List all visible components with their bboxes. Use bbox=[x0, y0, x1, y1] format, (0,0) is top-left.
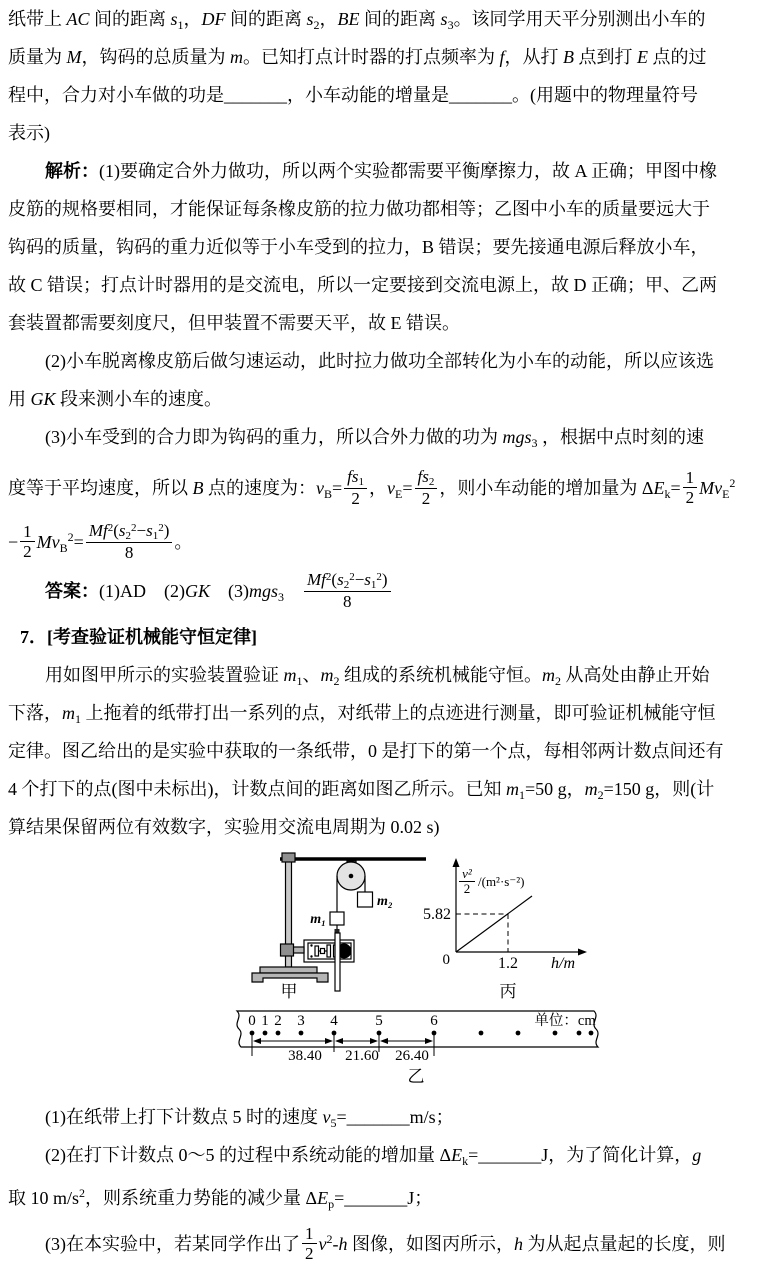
graph-origin-label: 0 bbox=[442, 952, 450, 968]
pole-top-clamp bbox=[282, 853, 295, 862]
timer-screw-top bbox=[310, 944, 312, 946]
mass-m2-label: m₂ bbox=[377, 894, 393, 909]
tape-point-label-0: 0 bbox=[248, 1013, 256, 1029]
text-line: 用 GK 段来测小车的速度。 bbox=[8, 389, 223, 409]
figure-apparatus-and-graph bbox=[8, 850, 782, 1000]
graph-caption: 丙 bbox=[499, 982, 517, 1000]
pole-clamp bbox=[281, 944, 294, 956]
graph-y-axis-label-denominator: 2 bbox=[463, 881, 471, 896]
apparatus-caption: 甲 bbox=[280, 982, 298, 1000]
text-line: 程中，合力对小车做的功是_______，小车动能的增量是_______。(用题中的物理量符号 bbox=[8, 85, 698, 105]
graph-y-value-label: 5.82 bbox=[423, 906, 451, 923]
tape-distance-5-6: 26.40 bbox=[395, 1048, 429, 1064]
stand-base bbox=[252, 973, 328, 982]
text-line: 下落，$m_1$ 上拖着的纸带打出一系列的点，对纸带上的点迹进行测量，即可验证机械能守恒 bbox=[8, 703, 716, 726]
tape-point-label-6: 6 bbox=[430, 1013, 438, 1029]
text-line: 答案：(1)AD (2)GK (3)mgs$_3$ $\frac{Mf^2(s2^2-s1^2)}{8}$ bbox=[8, 564, 774, 618]
text-line: (3)在本实验中，若某同学作出了 $\frac{1}{2}$ $v^2-h$ 图像，如图丙所示，h 为从起点量起的长度，则 bbox=[45, 1223, 726, 1264]
paper-tape-strip bbox=[335, 933, 340, 991]
pulley-axle bbox=[349, 874, 354, 879]
text-line: (2)在打下计数点 0～5 的过程中系统动能的增加量 $\Delta E_k=\_\_\_\_\_\_\_J$，为了简化计算，g bbox=[45, 1145, 702, 1168]
timer-mechanism-bracket bbox=[315, 946, 319, 956]
graph-y-axis-label-numerator: v² bbox=[462, 866, 472, 881]
text-line: 表示) bbox=[8, 123, 50, 143]
graph-x-value-label: 1.2 bbox=[498, 955, 518, 972]
graph-x-arrow bbox=[578, 949, 587, 956]
figure-tape bbox=[8, 1006, 782, 1098]
graph-diagram bbox=[423, 858, 587, 1000]
text-line: (2)小车脱离橡皮筋后做匀速运动，此时拉力做功全部转化为小车的动能，所以应该选 bbox=[45, 351, 714, 371]
text-line: 定律。图乙给出的是实验中获取的一条纸带，0 是打下的第一个点，每相邻两计数点间还有 bbox=[8, 741, 724, 761]
tape-point-label-3: 3 bbox=[297, 1013, 305, 1029]
tape-point-label-2: 2 bbox=[274, 1013, 282, 1029]
mass-m1-box bbox=[330, 912, 344, 925]
timer-spool-left bbox=[327, 945, 331, 957]
text-line: 算结果保留两位有效数字，实验用交流电周期为 0.02 s) bbox=[8, 817, 440, 837]
graph-y-axis-label-unit: /(m²·s⁻²) bbox=[478, 874, 525, 889]
tape-distance-0-4: 38.40 bbox=[288, 1048, 322, 1064]
apparatus-diagram bbox=[252, 853, 426, 1000]
tape-unit-label: 单位：cm bbox=[534, 1013, 596, 1029]
graph-line bbox=[456, 896, 532, 952]
text-line: 套装置都需要刻度尺，但甲装置不需要天平，故 E 错误。 bbox=[8, 313, 460, 333]
text-line: 故 C 错误；打点计时器用的是交流电，所以一定要接到交流电源上，故 D 正确；甲、乙两 bbox=[8, 275, 718, 295]
text-line: 4 个打下的点(图中未标出)，计数点间的距离如图乙所示。已知 $m_1=50$ g，$m_2=150$ g，则(计 bbox=[8, 779, 715, 802]
tape-point-label-5: 5 bbox=[375, 1013, 383, 1029]
text-line: 质量为 M，钩码的总质量为 m。已知打点计时器的打点频率为 f，从打 B 点到打 E 点的过 bbox=[8, 47, 707, 67]
tape-caption: 乙 bbox=[407, 1067, 425, 1086]
text-line: − $\frac{1}{2}$ $Mv_B^2=$ $\frac{Mf^2(s2^2-s1^2)}{8}$ 。 bbox=[8, 520, 193, 563]
text-line: 解析：(1)要确定合外力做功，所以两个实验都需要平衡摩擦力，故 A 正确；甲图中橡 bbox=[45, 161, 717, 181]
timer-screw-bottom bbox=[310, 955, 312, 957]
text-block-bottom bbox=[8, 1098, 774, 1266]
text-line: 皮筋的规格要相同，才能保证每条橡皮筋的拉力做功都相等；乙图中小车的质量要远大于 bbox=[8, 199, 710, 219]
tape-distance-4-5: 21.60 bbox=[345, 1048, 379, 1064]
text-line: 纸带上 AC 间的距离 $s_1$，DF 间的距离 $s_2$，BE 间的距离 $s_3$。该同学用天平分别测出小车的 bbox=[8, 9, 706, 32]
text-line: 取 10 $m/s^2$，则系统重力势能的减少量 $\Delta E_p=\_\_\_\_\_\_\_J$； bbox=[8, 1186, 433, 1211]
text-line: 用如图甲所示的实验装置验证 $m_1$、$m_2$ 组成的系统机械能守恒。$m_2$ 从高处由静止开始 bbox=[45, 665, 710, 688]
mass-m1-label: m₁ bbox=[310, 912, 326, 927]
timer-mechanism-block bbox=[321, 949, 325, 954]
graph-y-arrow bbox=[453, 858, 460, 867]
tape-distance-labels bbox=[288, 1048, 429, 1064]
text-line: 7．[考查验证机械能守恒定律] bbox=[20, 627, 257, 647]
text-block-top bbox=[8, 0, 774, 846]
text-line: (3)小车受到的合力即为钩码的重力，所以合外力做的功为 mgs$_3$ ，根据中点时刻的速 bbox=[45, 427, 705, 450]
graph-x-axis-label: h/m bbox=[551, 955, 575, 972]
text-line: 度等于平均速度，所以 B 点的速度为：$v_B=$ $\frac{fs1}{2}$ ，$v_E=$ $\frac{fs2}{2}$ ，则小车动能的增加量为 $\Delta E_k=$ $\frac{1}{2}$ $Mv_E^2$ bbox=[8, 466, 736, 509]
text-line: (1)在纸带上打下计数点 5 时的速度 $v_5=\_\_\_\_\_\_\_m/s$； bbox=[45, 1107, 454, 1130]
tape-point-label-1: 1 bbox=[261, 1013, 269, 1029]
stand-base-top bbox=[260, 967, 317, 973]
mass-m2-box bbox=[358, 892, 373, 907]
text-line: 钩码的质量，钩码的重力近似等于小车受到的拉力，B 错误；要先接通电源后释放小车， bbox=[8, 237, 709, 257]
tape-point-label-4: 4 bbox=[330, 1013, 338, 1029]
